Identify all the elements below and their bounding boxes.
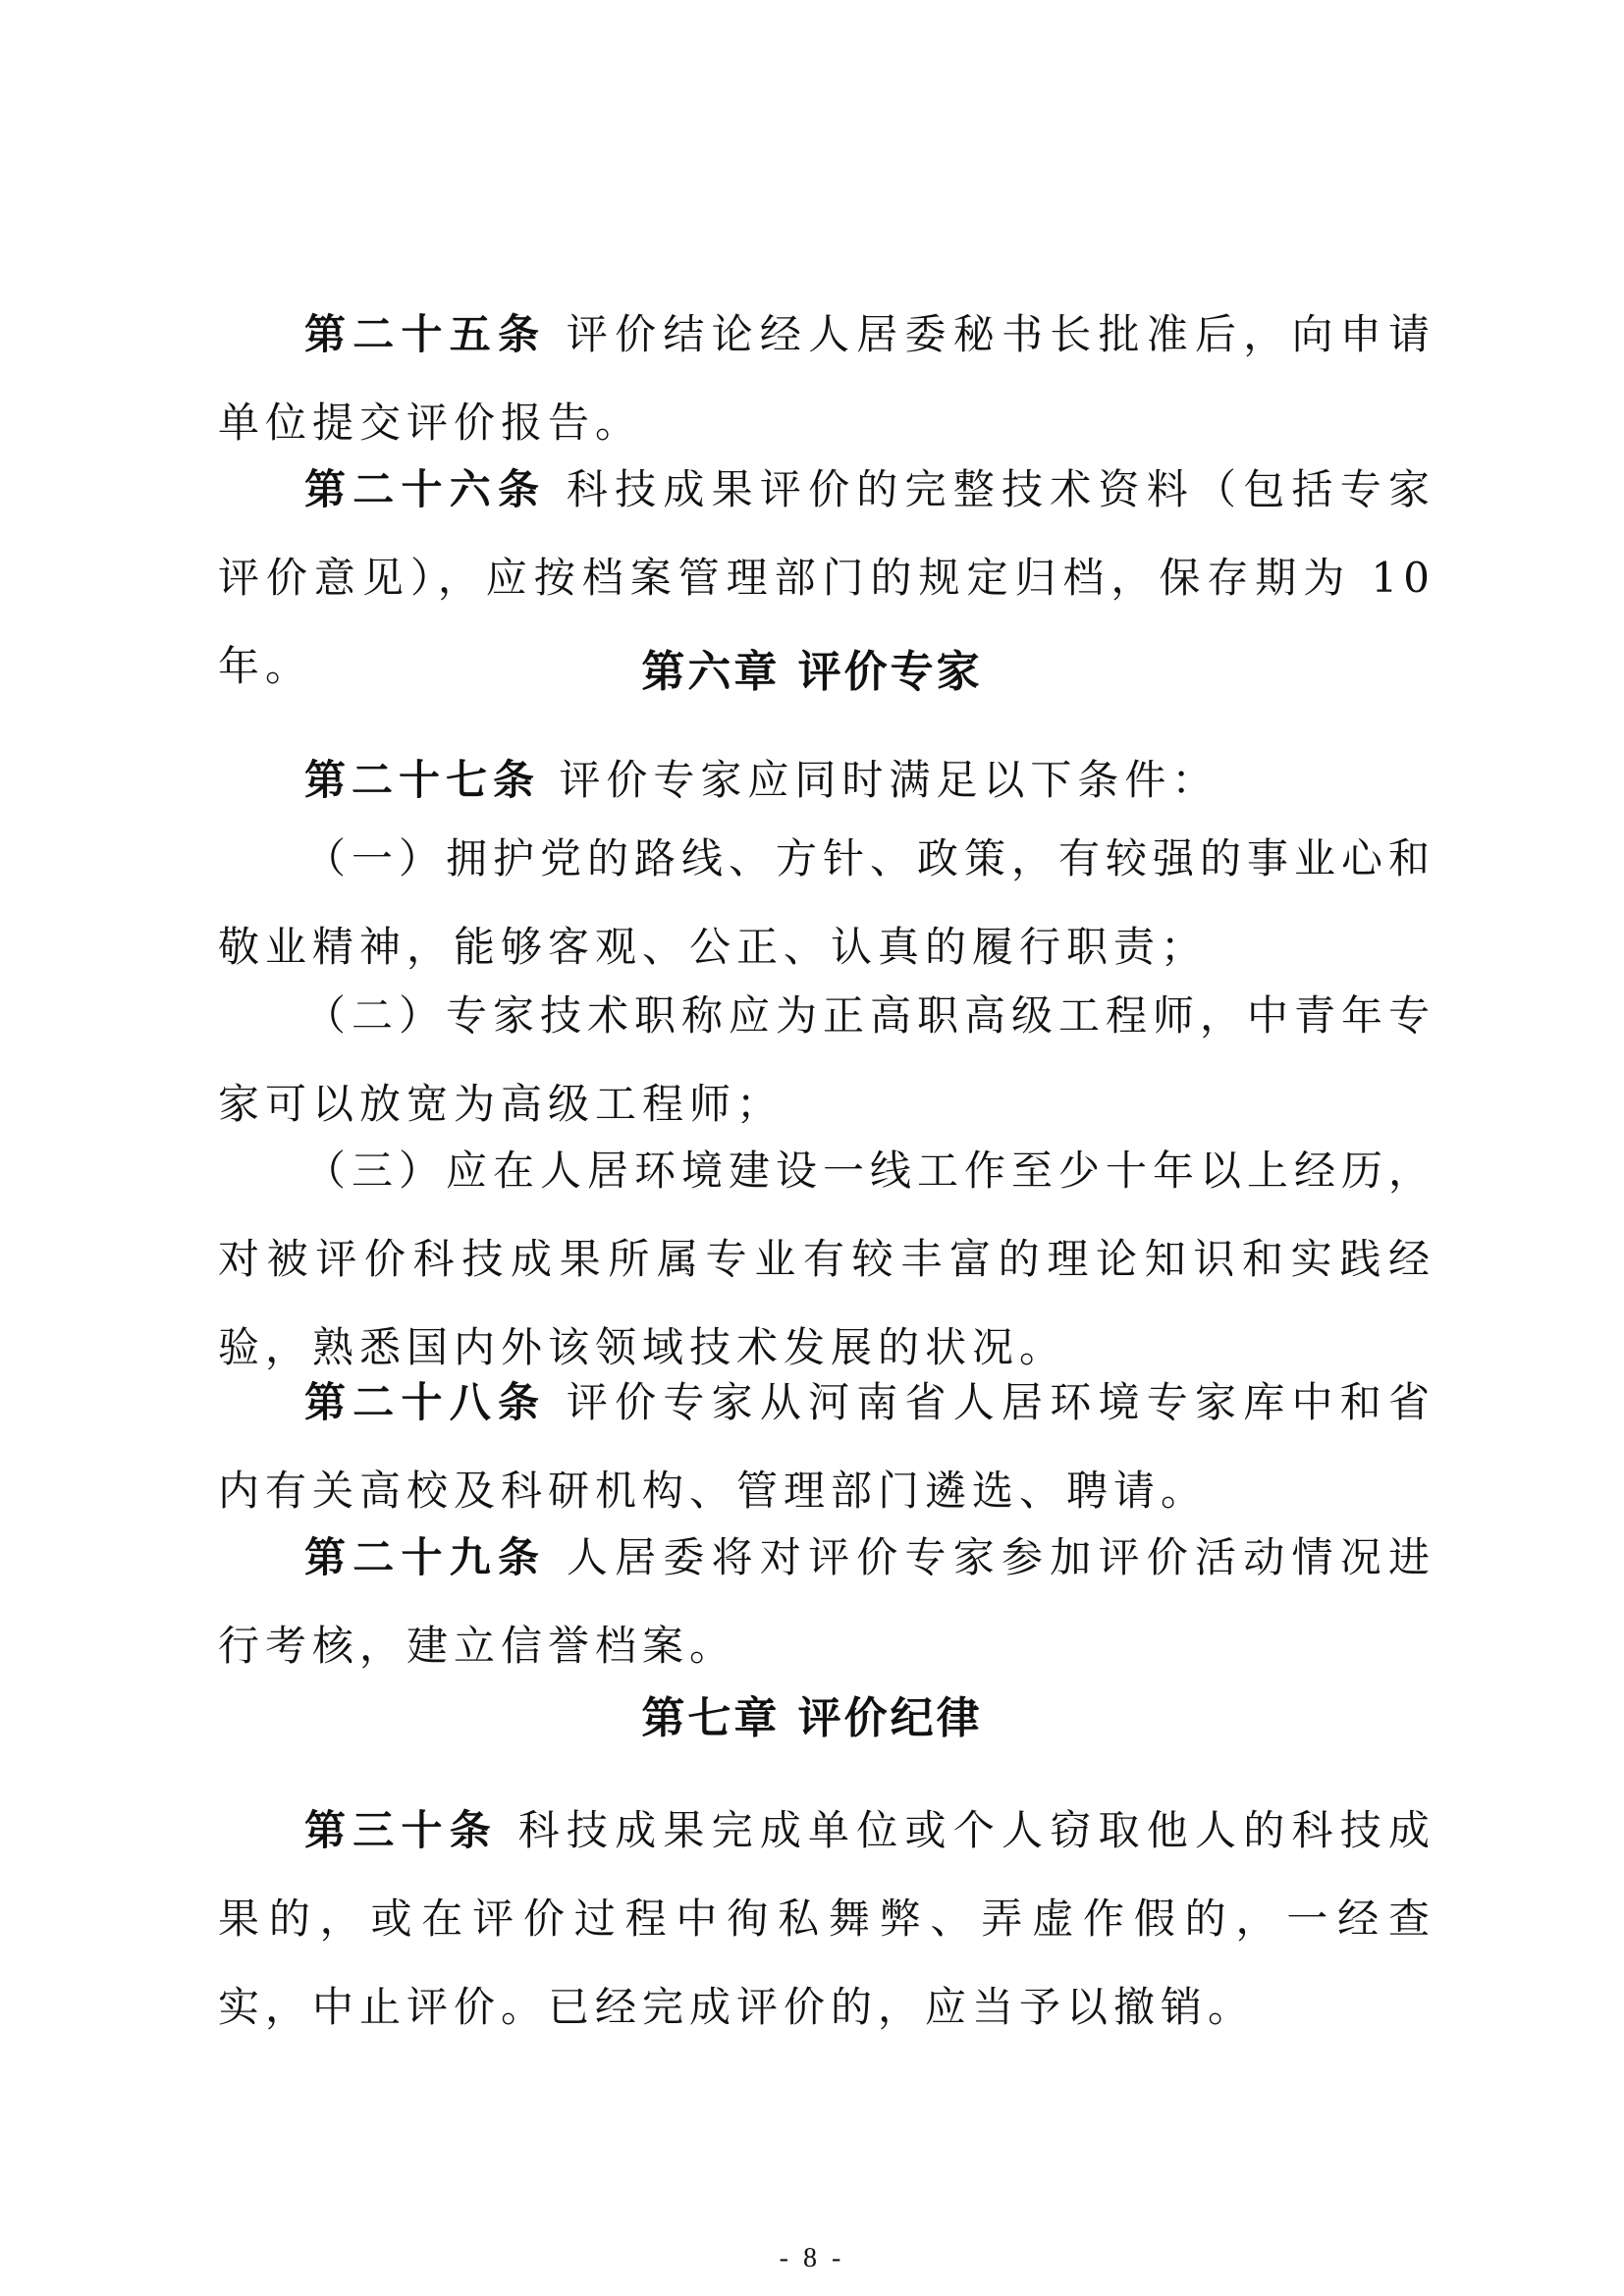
article-26-text: 科技成果评价的完整技术资料（包括专家评价意见），应按档案管理部门的规定归档，保存期为 10 年。: [218, 465, 1435, 690]
article-27-item-2: （二）专家技术职称应为正高职高级工程师，中青年专家可以放宽为高级工程师；: [218, 991, 1436, 1128]
article-25-label: 第二十五条: [304, 310, 547, 358]
article-27-item-1: （一）拥护党的路线、方针、政策，有较强的事业心和敬业精神，能够客观、公正、认真的履行职责；: [218, 834, 1436, 971]
article-27-text: 评价专家应同时满足以下条件：: [559, 756, 1219, 804]
page-number: - 8 -: [779, 2243, 845, 2273]
article-28: [218, 1359, 1435, 1535]
article-29-text: 人居委将对评价专家参加评价活动情况进行考核，建立信誉档案。: [218, 1533, 1435, 1670]
article-26-label: 第二十六条: [304, 465, 547, 513]
article-27-item-3: （三）应在人居环境建设一线工作至少十年以上经历，对被评价科技成果所属专业有较丰富的理论知识和实践经验，熟悉国内外该领域技术发展的状况。: [218, 1147, 1436, 1371]
article-30-text: 科技成果完成单位或个人窃取他人的科技成果的，或在评价过程中徇私舞弊、弄虚作假的，一经查实，中止评价。已经完成评价的，应当予以撤销。: [218, 1806, 1435, 2031]
article-25: [218, 291, 1435, 467]
article-30: [218, 1787, 1435, 2052]
article-27: [218, 736, 1435, 825]
article-27-label: 第二十七条: [304, 756, 541, 804]
article-30-label: 第三十条: [304, 1806, 498, 1854]
article-29-label: 第二十九条: [304, 1533, 547, 1581]
article-29: [218, 1514, 1435, 1690]
chapter-6-heading: 第六章 评价专家: [641, 647, 983, 697]
chapter-7-heading: 第七章 评价纪律: [641, 1693, 983, 1743]
article-25-text: 评价结论经人居委秘书长批准后，向申请单位提交评价报告。: [218, 310, 1435, 447]
article-28-label: 第二十八条: [304, 1378, 547, 1426]
article-28-text: 评价专家从河南省人居环境专家库中和省内有关高校及科研机构、管理部门遴选、聘请。: [218, 1378, 1435, 1515]
